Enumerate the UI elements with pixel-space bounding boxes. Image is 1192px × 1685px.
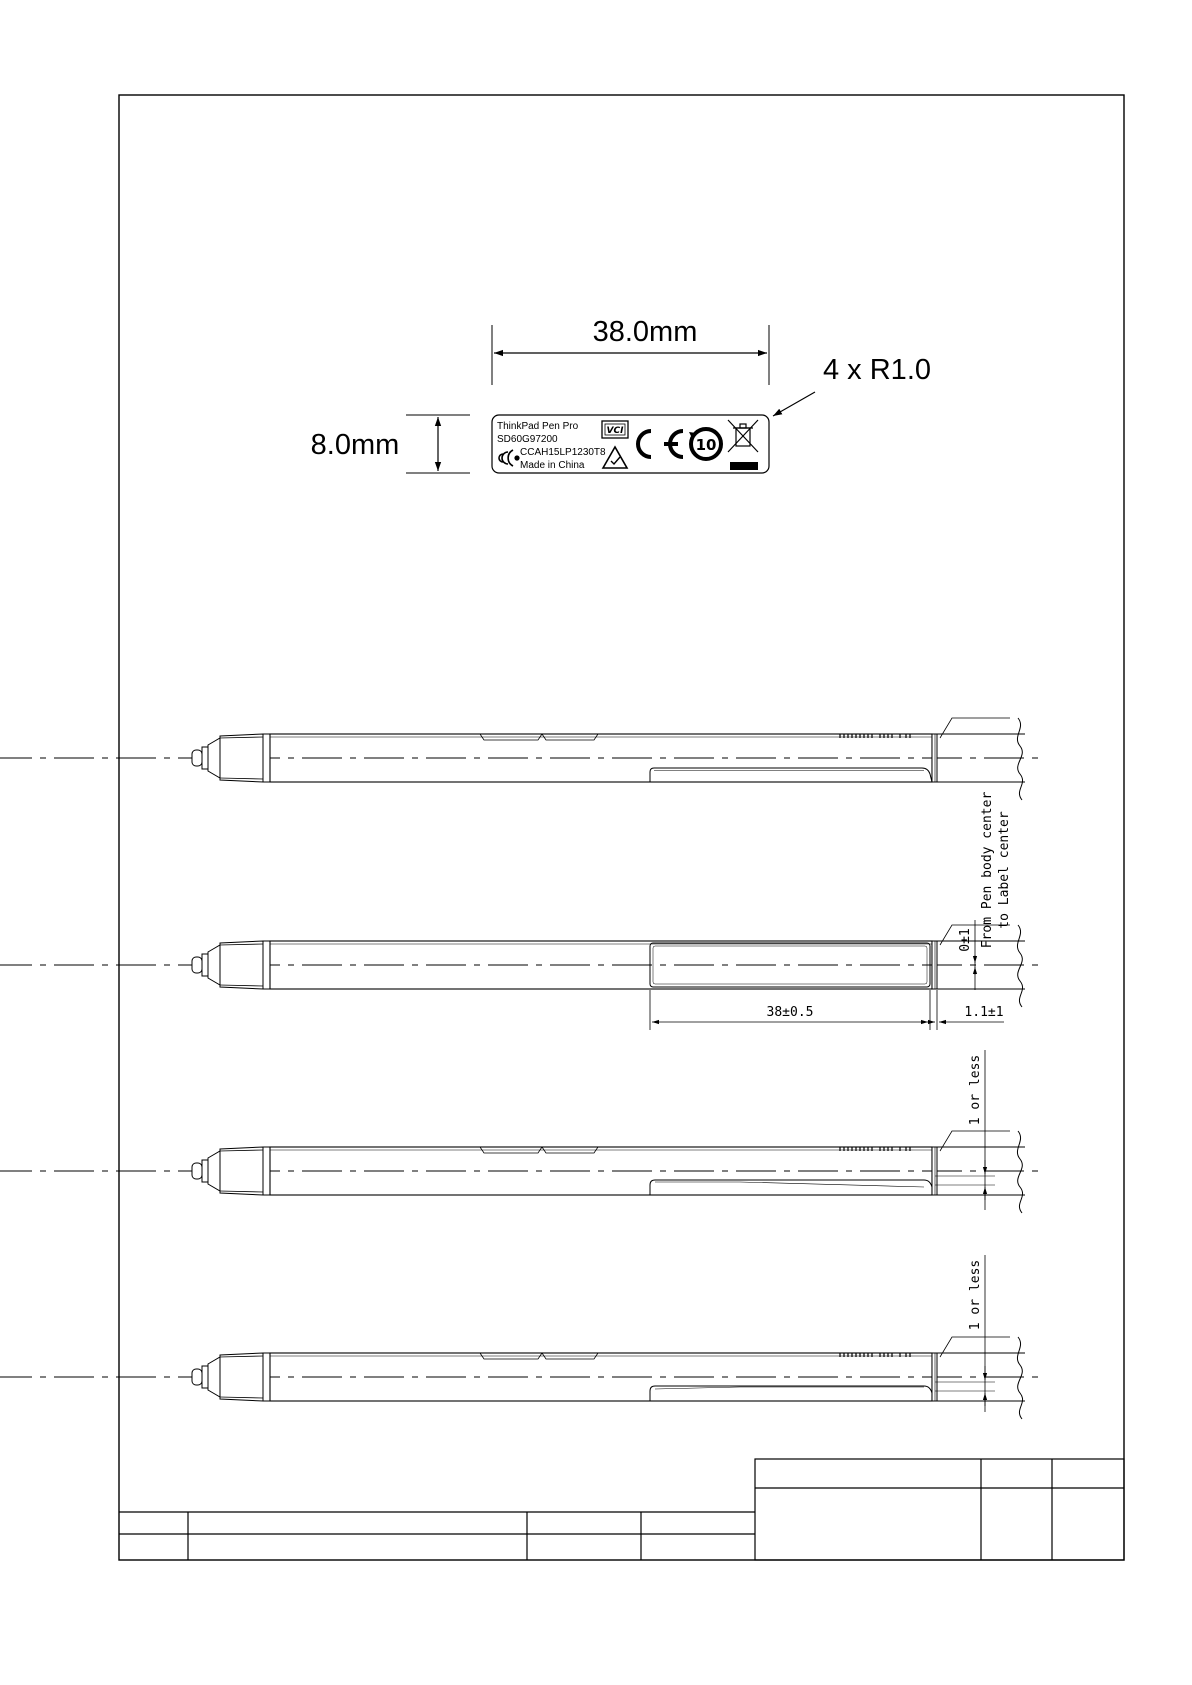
offset-note-line-1: From Pen body center xyxy=(980,791,995,949)
label-part-number: SD60G97200 xyxy=(497,434,558,445)
view-3-clearance-note: 1 or less xyxy=(968,1054,983,1126)
pen-view-4 xyxy=(0,1337,1040,1419)
label-product-name: ThinkPad Pen Pro xyxy=(497,421,579,432)
label-spec xyxy=(311,316,931,473)
offset-note-line-2: to Label center xyxy=(997,811,1012,929)
title-block xyxy=(119,1459,1124,1560)
view-4-clearance-note: 1 or less xyxy=(968,1259,983,1331)
label-gap-tolerance: 1.1±1 xyxy=(964,1005,1004,1020)
label-offset-tolerance: 0±1 xyxy=(958,928,973,952)
label-width-dimension: 38.0mm xyxy=(592,316,698,348)
pen-view-1 xyxy=(0,718,1040,800)
svg-text:10: 10 xyxy=(695,436,717,454)
sheet-frame xyxy=(119,95,1124,1560)
pen-view-3-clearance xyxy=(935,1050,995,1210)
label-length-tolerance: 38±0.5 xyxy=(766,1005,814,1020)
pen-view-2 xyxy=(0,925,1040,1007)
pen-view-2-dimensions xyxy=(650,792,1012,1030)
label-cert-id: CCAH15LP1230T8 xyxy=(520,447,606,458)
label-origin: Made in China xyxy=(520,460,585,471)
pen-view-3 xyxy=(0,1131,1040,1213)
corner-radius-note: 4 x R1.0 xyxy=(823,354,931,386)
svg-text:VCI: VCI xyxy=(606,426,624,436)
pen-view-4-clearance xyxy=(935,1255,995,1412)
label-height-dimension: 8.0mm xyxy=(310,429,400,461)
